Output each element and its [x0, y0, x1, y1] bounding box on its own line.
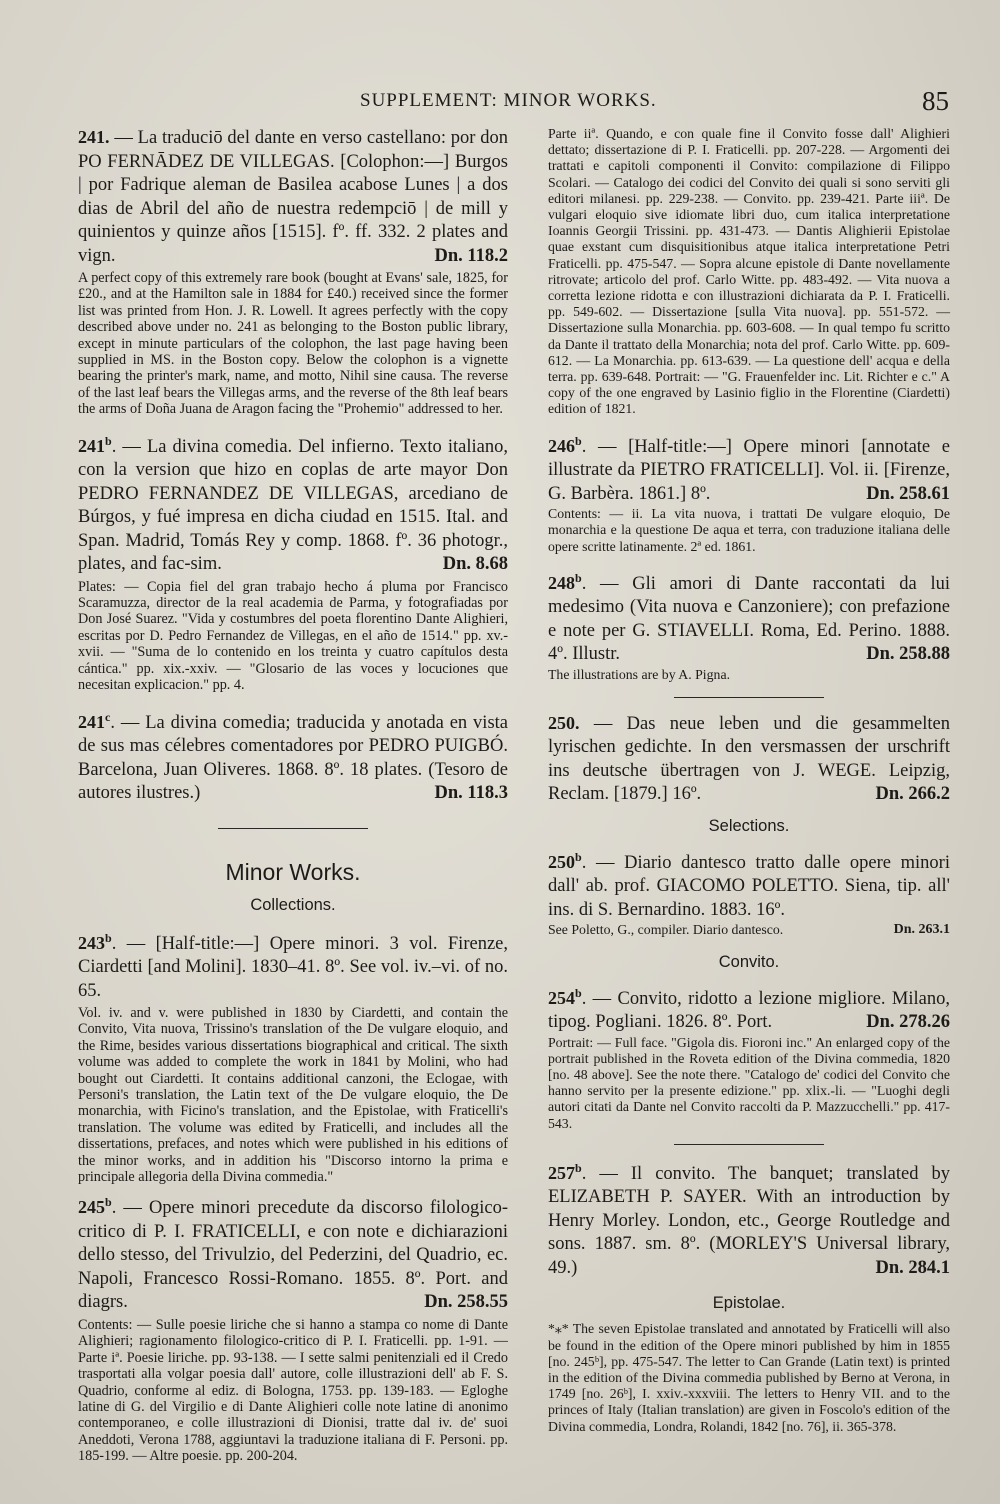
continued-contents-245b: Parte iiª. Quando, e con quale fine il Convito fosse dall' Alighieri dettato; dissertazione di P. I. Fraticelli. pp. 207-228. — Argomenti dei trattati e capitoli componenti il Convito: compilazione di Filippo Scolari. — Catalogo dei codici del Convito dei quali si sono serviti gli editori milanesi. pp. 229-238. — Convito. pp. 239-421. Parte iiiª. De vulgari eloquio sive idiomate libri duo, cum italica interpretatione Ioannis Georgii Trissini. pp. 431-473. — Dantis Alighierii Epistolae quae exstant cum disquisitionibus atque italica interpretatione Petri Fraticelli. pp. 475-547. — Sopra alcune epistole di Dante novellamente ritrovate; articolo del prof. Carlo Witte. pp. 483-492. — Vita nuova a corretta lezione ridotta e con illustrazioni dichiarata da P. I. Fraticelli. pp. 549-602. — Dissertazione [sulla Vita nuova]. pp. 551-572. — Dissertazione sulla Monarchia. pp. 603-608. — In qual tempo fu scritto da Dante il trattato della Monarchia; nota del prof. Carlo Witte. pp. 609-612. — La Monarchia. pp. 613-639. — La questione dell' acqua e della terra. pp. 639-648. Portrait: — "G. Frauenfelder inc. Lit. Richter e c." A copy of the one engraved by Lasinio figlio in the Florentine (Ciardetti) edition of 1821.	[548, 126, 950, 417]
entry-number: 250	[548, 851, 575, 872]
entry-245b	[78, 1191, 508, 1464]
entry-text: . — [Half-title:—] Opere minori. 3 vol. Firenze, Ciardetti [and Molini]. 1830–41. 8º. See vol. iv.–vi. of no. 65.	[78, 933, 508, 1001]
subsection-title-epistolae: Epistolae.	[712, 1294, 786, 1313]
entry-text: . — Convito, ridotto a lezione migliore. Milano, tipog. Pogliani. 1826. 8º. Port.	[548, 988, 950, 1033]
entry-text: — La traduciō del dante en verso castellano: por don PO FERNĀDEZ DE VILLEGAS. [Colophon:—] Burgos | por Fadrique aleman de Basilea acabose Lunes | a dos dias de Abril del año de nuestra redempciō | de mill y quinientos y quinze años [1515]. fº. ff. 332. 2 plates and vign.	[78, 128, 509, 266]
entry-suffix: b	[575, 985, 582, 1000]
entry-number: 241	[78, 711, 105, 732]
entry-text: . — Gli amori di Dante raccontati da lui medesimo (Vita nuova e Canzoniere); con prefazione e note per G. STIAVELLI. Roma, Ed. Perino. 1888. 4º. Illustr.	[548, 573, 950, 665]
entry-suffix: b	[575, 570, 582, 585]
entry-241	[78, 126, 508, 418]
entry-text: . — Diario dantesco tratto dalle opere minori dall' ab. prof. GIACOMO POLETTO. Siena, tip. all' ins. di S. Bernardino. 1883. 16º.	[548, 852, 950, 920]
entry-number: 250.	[548, 712, 580, 733]
right-column	[548, 126, 950, 1435]
entry-number: 241	[78, 435, 105, 456]
subsection-title-collections: Collections.	[250, 895, 336, 914]
entry-note: Contents: — Sulle poesie liriche che si hanno a stampa co nome di Dante Alighieri; ragionamento filologico-critico di P. I. Fraticelli. pp. 1-91. — Parte iª. Poesie liriche. pp. 93-138. — I sette salmi penitenziali ed il Credo trasportati alla volgar poesia dall' autore, colle illustrazioni dell' ab F. S. Quadrio, conforme al ediz. di Bologna, 1753. pp. 139-183. — Egloghe latine di G. del Virgilio e di Dante Alighieri colle note latine di anonimo contemporaneo, e colle illustrazioni di Dionisi, tratte dal iv. de' suoi Aneddoti, Verona 1788, aggiuntavi la traduzione italiana di F. Personi. pp. 185-199. — Altre poesie. pp. 200-204.	[78, 1316, 508, 1465]
entry-text: . — [Half-title:—] Opere minori [annotate e illustrate da PIETRO FRATICELLI]. Vol. ii. [Firenze, G. Barbèra. 1861.] 8º.	[548, 436, 950, 504]
shelf-mark: Dn. 266.2	[875, 784, 950, 805]
entry-number: 254	[548, 987, 575, 1008]
entry-text: . — La divina comedia; traducida y anotada en vista de sus mas célebres comentadores por PEDRO PUIGBÓ. Barcelona, Juan Oliveres. 1868. 8º. 18 plates. (Tesoro de autores ilustres.)	[78, 712, 508, 803]
entry-number: 241.	[78, 127, 110, 147]
entry-note: The illustrations are by A. Pigna.	[548, 666, 731, 682]
shelf-mark: Dn. 258.88	[866, 644, 950, 665]
shelf-mark: Dn. 284.1	[875, 1257, 950, 1278]
epistolae-note: *⁎* The seven Epistolae translated and annotated by Fraticelli will also be found in the edition of the Opere minori published by him in 1855 [no. 245ᵇ], pp. 475-547. The letter to Can Grande (Latin text) is printed in the edition of the Divina commedia published by Berno at Verona, in 1749 [no. 26ᵇ], I. xxiv.-xxxviii. The letters to Henry VII. and to the princes of Italy (Italian translation) are given in Foscolo's edition of the Divina commedia, Londra, Rolandi, 1842 [no. 76], ii. 365-378.	[548, 1321, 950, 1434]
entry-250b	[548, 846, 950, 939]
running-title: SUPPLEMENT: MINOR WORKS.	[360, 90, 657, 111]
entry-number: 246	[548, 435, 575, 456]
page-number: 85	[922, 86, 949, 116]
entry-241b	[78, 430, 508, 694]
entry-248b	[548, 567, 950, 683]
entry-number: 245	[78, 1197, 105, 1218]
entry-note: A perfect copy of this extremely rare book (bought at Evans' sale, 1825, for £20., and at the Hamilton sale in 1884 for £40.) received since the former list was printed from Hon. J. R. Lowell. It agrees perfectly with the copy described above under no. 241 as belonging to the Boston public library, except in minute particulars of the colophon, the last page having been supplied in MS. in the Boston copy. Below the colophon is a vignette bearing the printer's mark, name, and motto, Nihil sine causa. The reverse of the last leaf bears the Villegas arms, and the reverse of the 8th leaf bears the arms of Doña Juana de Aragon facing the "Prohemio" addressed to her.	[78, 270, 508, 418]
entry-243b	[78, 927, 508, 1186]
entry-246b	[548, 430, 950, 555]
entry-number: 257	[548, 1162, 575, 1183]
subsection-title-convito: Convito.	[718, 952, 780, 971]
entry-text: — Das neue leben und die gesammelten lyrischen gedichte. In den versmassen der urschrift ins deutsche übertragen von J. WEGE. Leipzig, Reclam. [1879.] 16º.	[548, 713, 950, 805]
shelf-mark: Dn. 118.2	[434, 245, 508, 266]
entry-suffix: b	[575, 433, 582, 448]
subsection-title-selections: Selections.	[708, 816, 790, 835]
entry-254b	[548, 982, 950, 1132]
entry-250	[548, 712, 950, 807]
entry-note: Contents: — ii. La vita nuova, i trattati De vulgare eloquio, De monarchia e la questione De aqua et terra, con traduzione italiana delle opere scritte latinamente. 2ª ed. 1861.	[548, 506, 950, 554]
entry-suffix: c	[105, 709, 111, 724]
entry-text: . — La divina comedia. Del infierno. Texto italiano, con la version que hizo en coplas de arte mayor Don PEDRO FERNANDEZ DE VILLEGAS, arcediano de Búrgos, y fué impresa en dicha ciudad en 1515. Ital. and Span. Madrid, Tomás Rey y comp. 1868. fº. 36 photogr., plates, and fac-sim.	[78, 436, 508, 575]
entry-suffix: b	[105, 433, 112, 448]
entry-257b	[548, 1157, 950, 1281]
shelf-mark: Dn. 258.61	[866, 483, 950, 504]
entry-text: . — Il convito. The banquet; translated by ELIZABETH P. SAYER. With an introduction by Henry Morley. London, etc., George Routledge and sons. 1887. sm. 8º. (MORLEY'S Universal library, 49.)	[548, 1163, 950, 1278]
left-column	[78, 126, 508, 1465]
entry-suffix: b	[105, 930, 112, 945]
shelf-mark: Dn. 278.26	[866, 1012, 950, 1033]
shelf-mark: Dn. 258.55	[424, 1292, 508, 1313]
entry-note: Portrait: — Full face. "Gigola dis. Fioroni inc." An enlarged copy of the portrait published in the Roveta edition of the Divina commedia, 1820 [no. 48 above]. See the note there. "Catalogo de' codici del Convito che hanno servito per la presente edizione." pp. xlix.-li. — "Luoghi degli autori citati da Dante nel Convito raccolti da P. Mazzucchelli." pp. 417-543.	[548, 1034, 950, 1131]
shelf-mark: Dn. 118.3	[434, 783, 508, 803]
entry-note: Plates: — Copia fiel del gran trabajo hecho á pluma por Francisco Scaramuzza, director de la real academia de Parma, y fotografiadas por Don José Suarez. "Vida y costumbres del poeta florentino Dante Alighieri, escritas por D. Pedro Fernandez de Villegas, en el año de 1514." pp. xv.-xvii. — "Suma de lo contenido en los treinta y cuatro capítulos desta cántica." pp. xix.-xxiv. — "Glosario de las voces y locuciones que necesitan explicacion." pp. 4.	[78, 578, 508, 694]
entry-suffix: b	[575, 849, 582, 864]
entry-note: Vol. iv. and v. were published in 1830 by Ciardetti, and contain the Convito, Vita nuova, Trissino's translation of the De vulgare eloquio, and the Rime, besides various dissertations biographical and critical. The sixth volume was added to complete the work in 1841 by Molini, who had bought out Ciardetti. It contains additional canzoni, the Eclogae, with Personi's translation, the Latin text of the De vulgare eloquio, the De monarchia, with Ficino's translation, and the Epistolae, with Fraticelli's translation. The volume was edited by Fraticelli, and includes all the dissertations, prefaces, and notes which were published in his editions of the minor works, and in addition his "Discorso intorno la prima e principale allegoria della Divina commedia."	[78, 1005, 508, 1186]
shelf-mark: Dn. 263.1	[893, 922, 950, 938]
entry-suffix: b	[105, 1195, 112, 1210]
entry-241c	[78, 706, 508, 806]
entry-text: . — Opere minori precedute da discorso filologico-critico di P. I. FRATICELLI, e con note e dichiarazioni dello stesso, del Trivulzio, del Pederzini, del Quadrio, ec. Napoli, Francesco Rossi-Romano. 1855. 8º. Port. and diagrs.	[78, 1198, 508, 1313]
entry-suffix: b	[575, 1160, 582, 1175]
section-title-minor-works: Minor Works.	[225, 858, 361, 885]
entry-note: See Poletto, G., compiler. Diario dantesco.	[548, 922, 784, 938]
entry-number: 248	[548, 572, 575, 593]
running-head	[0, 86, 1000, 118]
entry-number: 243	[78, 932, 105, 953]
shelf-mark: Dn. 8.68	[442, 554, 508, 575]
